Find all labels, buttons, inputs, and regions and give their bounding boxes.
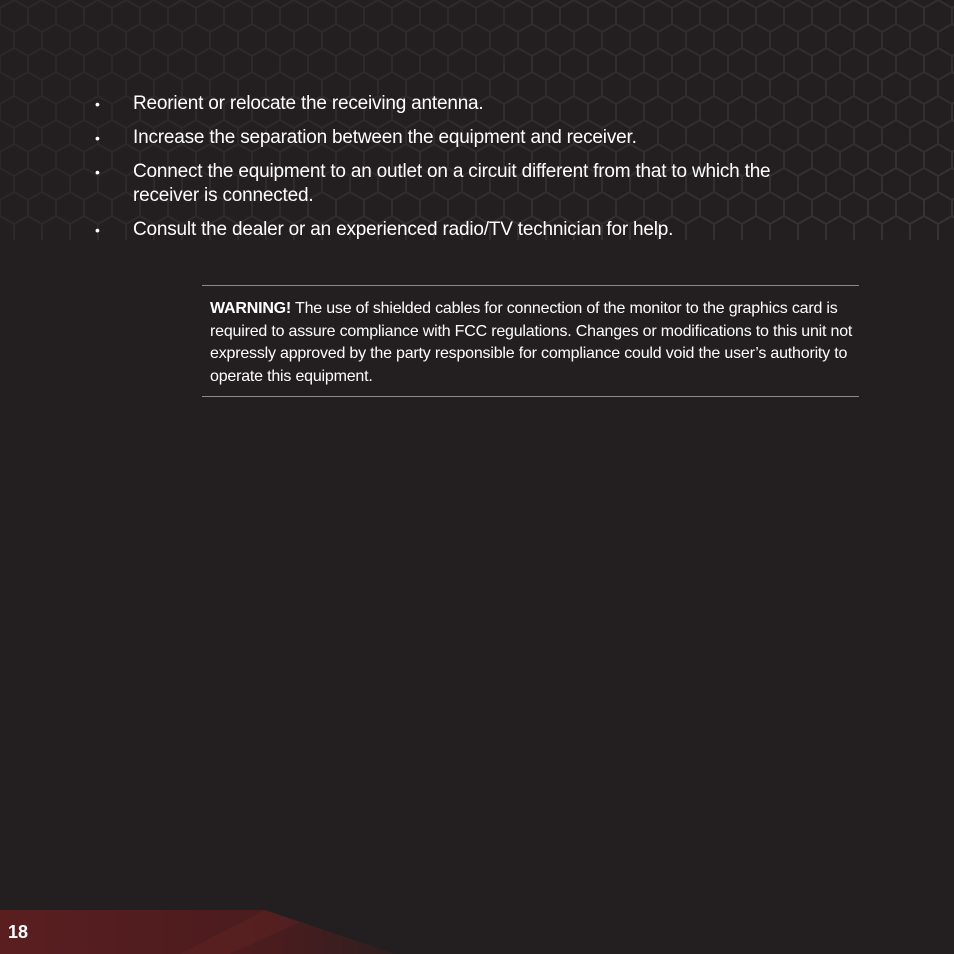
interference-remedy-list [95, 92, 835, 252]
warning-label: WARNING! [210, 300, 292, 317]
bullet-icon: • [95, 130, 100, 146]
bullet-icon: • [95, 164, 100, 180]
page-number: 18 [8, 922, 29, 942]
list-item [95, 126, 835, 150]
warning-body: The use of shielded cables for connection of the monitor to the graphics card is required to assure compliance with FCC regulations. Changes or modifications to this unit not expressly approved by the party responsible for compliance could void the user’s authority to operate this equipment. [210, 300, 853, 385]
list-item [95, 218, 835, 242]
bullet-icon: • [95, 222, 100, 238]
bullet-icon: • [95, 96, 100, 112]
list-item-text: Consult the dealer or an experienced radio/TV technician for help. [133, 219, 674, 240]
warning-text [210, 298, 860, 388]
footer-red-band [0, 910, 954, 954]
list-item-text: Increase the separation between the equipment and receiver. [133, 127, 637, 148]
list-item [95, 92, 835, 116]
warning-callout [202, 285, 859, 397]
list-item [95, 160, 835, 208]
list-item-text: Reorient or relocate the receiving antenna. [133, 93, 484, 114]
list-item-text: Connect the equipment to an outlet on a circuit different from that to which the receiver is connected. [133, 161, 771, 206]
